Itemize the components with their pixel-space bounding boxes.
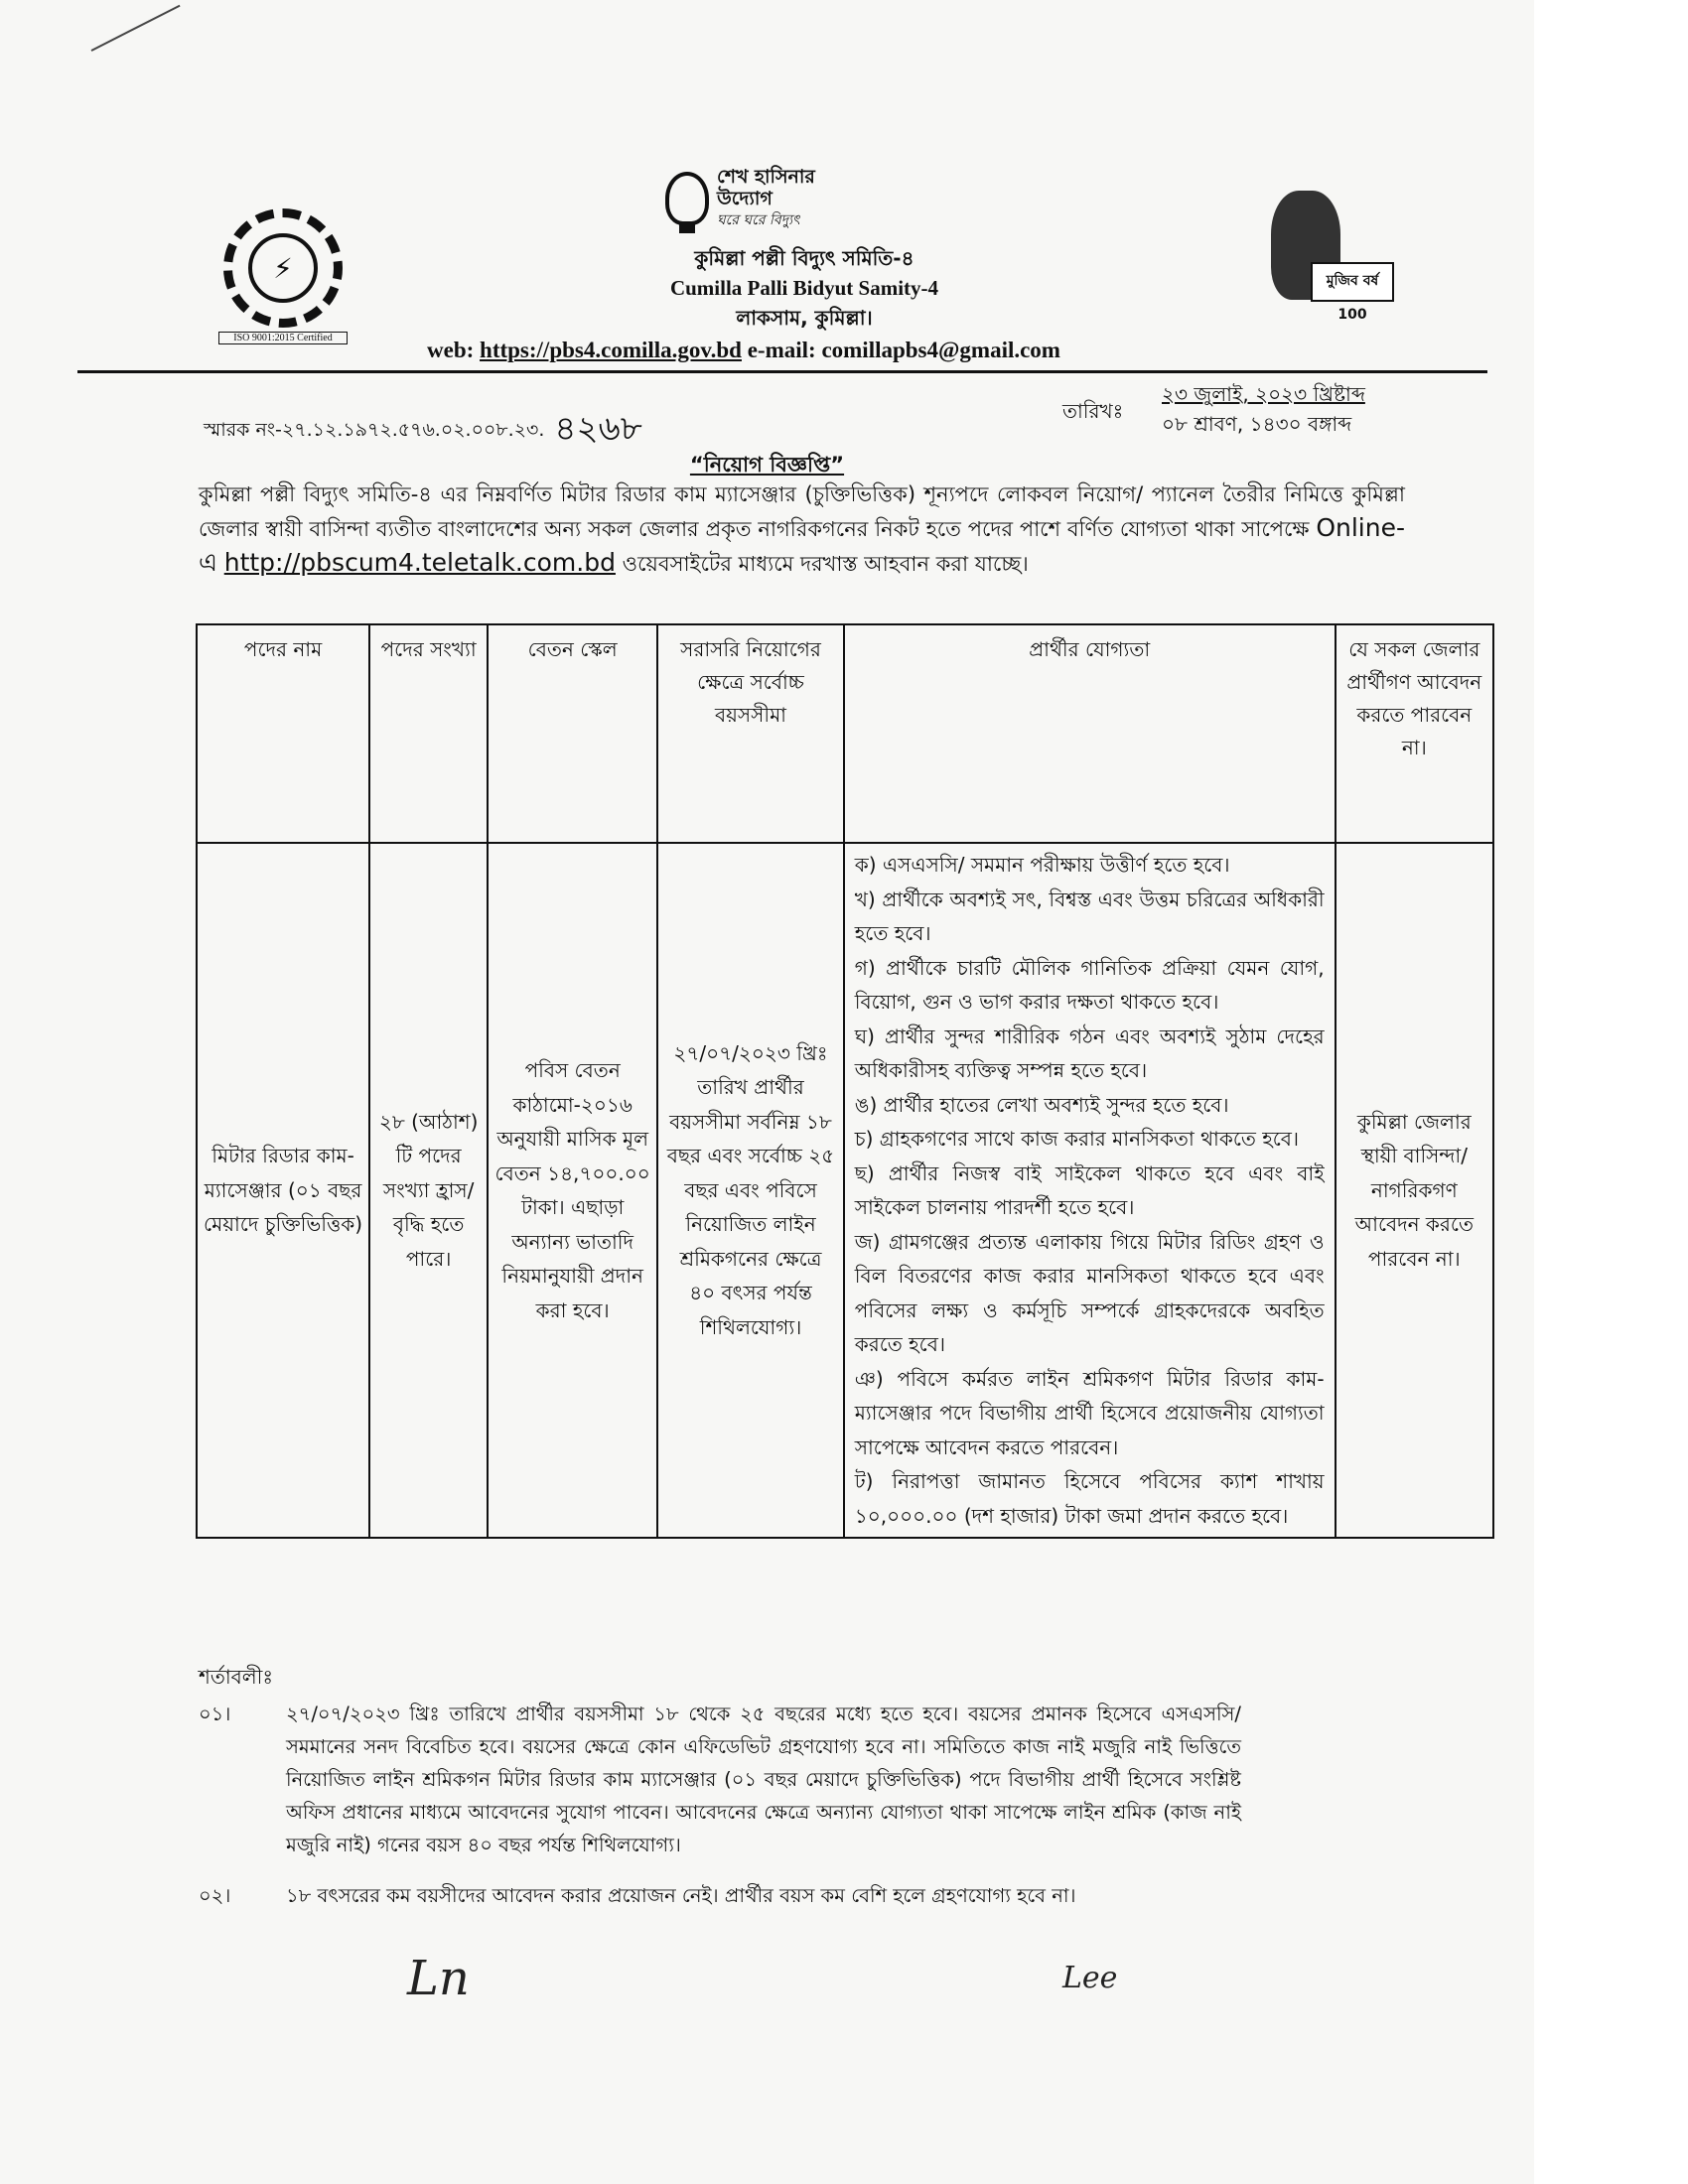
cell-post-count: ২৮ (আঠাশ) টি পদের সংখ্যা হ্রাস/বৃদ্ধি হতে পারে। [369,843,488,1538]
qualification-item: ঘ) প্রার্থীর সুন্দর শারীরিক গঠন এবং অবশ্যই সুঠাম দেহের অধিকারীসহ ব্যক্তিত্ব সম্পন্ন হতে হবে। [854,1024,1325,1082]
slogan-line-3: ঘরে ঘরে বিদ্যুৎ [717,212,800,228]
memo-handwritten-number: ৪২৬৮ [554,409,642,449]
signature-2: Lee [1062,1961,1118,1995]
cell-qualifications [844,843,1336,1538]
mujib-badge: মুজিব বর্ষ 100 [1311,262,1394,302]
condition-item [199,1879,1241,1912]
cell-post-name: মিটার রিডার কাম-ম্যাসেঞ্জার (০১ বছর মেয়াদে চুক্তিভিত্তিক) [197,843,369,1538]
header-divider [77,370,1487,373]
cell-excluded-districts: কুমিল্লা জেলার স্থায়ী বাসিন্দা/ নাগরিকগণ আবেদন করতে পারবেন না। [1336,843,1493,1538]
memo-ref: স্মারক নং-২৭.১২.১৯৭২.৫৭৬.০২.০০৮.২৩. [204,419,545,441]
bulb-emblem-icon: ⚡ [248,233,318,303]
qualification-item: ঙ) প্রার্থীর হাতের লেখা অবশ্যই সুন্দর হতে হবে। [854,1092,1229,1117]
date-label: তারিখঃ [1062,399,1124,423]
qualification-item: চ) গ্রাহকগণের সাথে কাজ করার মানসিকতা থাকতে হবে। [854,1127,1300,1151]
gear-icon [223,208,343,328]
web-label: web: [427,338,475,362]
slogan-line-1: শেখ হাসিনার [717,166,815,188]
notice-intro [199,478,1405,581]
memo-number [204,399,642,456]
slogan-line-2: উদ্যোগ [717,188,773,209]
qualification-item: ক) এসএসসি/ সমমান পরীক্ষায় উত্তীর্ণ হতে হবে। [854,853,1230,877]
org-name-bn: কুমিল্লা পল্লী বিদ্যুৎ সমিতি-৪ [694,246,914,270]
header-post-count: পদের সংখ্যা [369,624,488,843]
pbs-logo [218,208,348,347]
date-gregorian: ২৩ জুলাই, ২০২৩ খ্রিষ্টাব্দ [1162,382,1365,406]
iso-label: ISO 9001:2015 Certified [218,332,348,344]
cell-pay-scale: পবিস বেতন কাঠামো-২০১৬ অনুযায়ী মাসিক মূল বেতন ১৪,৭০০.০০ টাকা। এছাড়া অন্যান্য ভাতাদি নিয়মানুযায়ী প্রদান করা হবে। [488,843,657,1538]
lightbulb-icon [665,172,709,225]
contact-line [427,338,1060,363]
qualification-item: জ) গ্রামগঞ্জের প্রত্যন্ত এলাকায় গিয়ে মিটার রিডিং গ্রহণ ও বিল বিতরণের কাজ করার মানসিকতা থাকতে হবে এবং পবিসের লক্ষ্য ও কর্মসূচি সম্পর্কে গ্রাহকদেরকে অবহিত করতে হবে। [854,1229,1325,1356]
qualification-item: খ) প্রার্থীকে অবশ্যই সৎ, বিশ্বস্ত এবং উত্তম চরিত্রের অধিকারী হতে হবে। [854,887,1325,945]
condition-number: ০২। [199,1884,231,1907]
notice-title-text: “নিয়োগ বিজ্ঞপ্তি” [689,453,845,477]
condition-text: ১৮ বৎসরের কম বয়সীদের আবেদন করার প্রয়োজন নেই। প্রার্থীর বয়স কম বেশি হলে গ্রহণযোগ্য হবে না। [286,1884,1076,1907]
org-name-en: Cumilla Palli Bidyut Samity-4 [669,276,939,300]
header-post-name: পদের নাম [197,624,369,843]
date-bangla: ০৮ শ্রাবণ, ১৪৩০ বঙ্গাব্দ [1162,412,1352,436]
header-age-limit: সরাসরি নিয়োগের ক্ষেত্রে সর্বোচ্চ বয়সসীমা [657,624,844,843]
slogan-logo [665,159,894,238]
application-url-link[interactable]: http://pbscum4.teletalk.com.bd [223,548,616,577]
qualification-item: ঞ) পবিসে কর্মরত লাইন শ্রমিকগণ মিটার রিডার কাম-ম্যাসেঞ্জার পদে বিভাগীয় প্রার্থী হিসেবে প্রয়োজনীয় যোগ্যতা সাপেক্ষে আবেদন করতে পারবেন। [854,1366,1325,1459]
conditions-heading: শর্তাবলীঃ [199,1665,274,1689]
website-link[interactable]: https://pbs4.comilla.gov.bd [480,338,742,362]
qualification-item: গ) প্রার্থীকে চারটি মৌলিক গানিতিক প্রক্রিয়া যেমন যোগ, বিয়োগ, গুন ও ভাগ করার দক্ষতা থাকতে হবে। [854,955,1325,1014]
vacancy-table [196,623,1494,1539]
cell-age-limit: ২৭/০৭/২০২৩ খ্রিঃ তারিখ প্রার্থীর বয়সসীমা সর্বনিম্ন ১৮ বছর এবং সর্বোচ্চ ২৫ বছর এবং পবিসে নিয়োজিত লাইন শ্রমিকগনের ক্ষেত্রে ৪০ বৎসর পর্যন্ত শিথিলযোগ্য। [657,843,844,1538]
condition-number: ০১। [199,1703,231,1725]
email-label: e-mail: [747,338,816,362]
table-row [197,843,1493,1538]
header-qualifications: প্রার্থীর যোগ্যতা [844,624,1336,843]
intro-text-2: ওয়েবসাইটের মাধ্যমে দরখাস্ত আহবান করা যাচ্ছে। [622,552,1029,576]
table-header-row [197,624,1493,843]
intro-online: Online-এ [199,513,1405,577]
qualification-item: ট) নিরাপত্তা জামানত হিসেবে পবিসের ক্যাশ শাখায় ১০,০০০.০০ (দশ হাজার) টাকা জমা প্রদান করতে হবে। [854,1469,1325,1528]
condition-text: ২৭/০৭/২০২৩ খ্রিঃ তারিখে প্রার্থীর বয়সসীমা ১৮ থেকে ২৫ বছরের মধ্যে হতে হবে। বয়সের প্রমানক হিসেবে এসএসসি/ সমমানের সনদ বিবেচিত হবে। বয়সের ক্ষেত্রে কোন এফিডেভিট গ্রহণযোগ্য হবে না। সমিতিতে কাজ নাই মজুরি নাই ভিত্তিতে নিয়োজিত লাইন শ্রমিকগন মিটার রিডার কাম ম্যাসেঞ্জার (০১ বছর মেয়াদে চুক্তিভিত্তিক) পদে বিভাগীয় প্রার্থী হিসেবে সংশ্লিষ্ট অফিস প্রধানের মাধ্যমে আবেদনের সুযোগ পাবেন। আবেদনের ক্ষেত্রে অন্যান্য যোগ্যতা থাকা সাপেক্ষে লাইন শ্রমিক (কাজ নাই মজুরি নাই) গনের বয়স ৪০ বছর পর্যন্ত শিথিলযোগ্য। [286,1703,1241,1856]
scan-mark [91,5,181,52]
condition-item [199,1698,1241,1861]
header-excluded-districts: যে সকল জেলার প্রার্থীগণ আবেদন করতে পারবেন না। [1336,624,1493,843]
mujib-borsho-logo [1241,191,1390,323]
signature-1: Ln [407,1951,470,2006]
header-pay-scale: বেতন স্কেল [488,624,657,843]
slogan-text [717,166,815,231]
qualification-item: ছ) প্রার্থীর নিজস্ব বাই সাইকেল থাকতে হবে এবং বাই সাইকেল চালনায় পারদর্শী হতে হবে। [854,1160,1325,1219]
email-address[interactable]: comillapbs4@gmail.com [821,338,1060,362]
intro-text-1: কুমিল্লা পল্লী বিদ্যুৎ সমিতি-৪ এর নিম্নবর্ণিত মিটার রিডার কাম ম্যাসেঞ্জার (চুক্তিভিত্তিক) শূন্যপদে লোকবল নিয়োগ/ প্যানেল তৈরীর নিমিত্তে কুমিল্লা জেলার স্বায়ী বাসিন্দা ব্যতীত বাংলাদেশের অন্য সকল জেলার প্রকৃত নাগরিকগনের নিকট হতে পদের পাশে বর্ণিত যোগ্যতা থাকা সাপেক্ষে [199,482,1405,541]
org-location: লাকসাম, কুমিল্লা। [736,306,873,330]
